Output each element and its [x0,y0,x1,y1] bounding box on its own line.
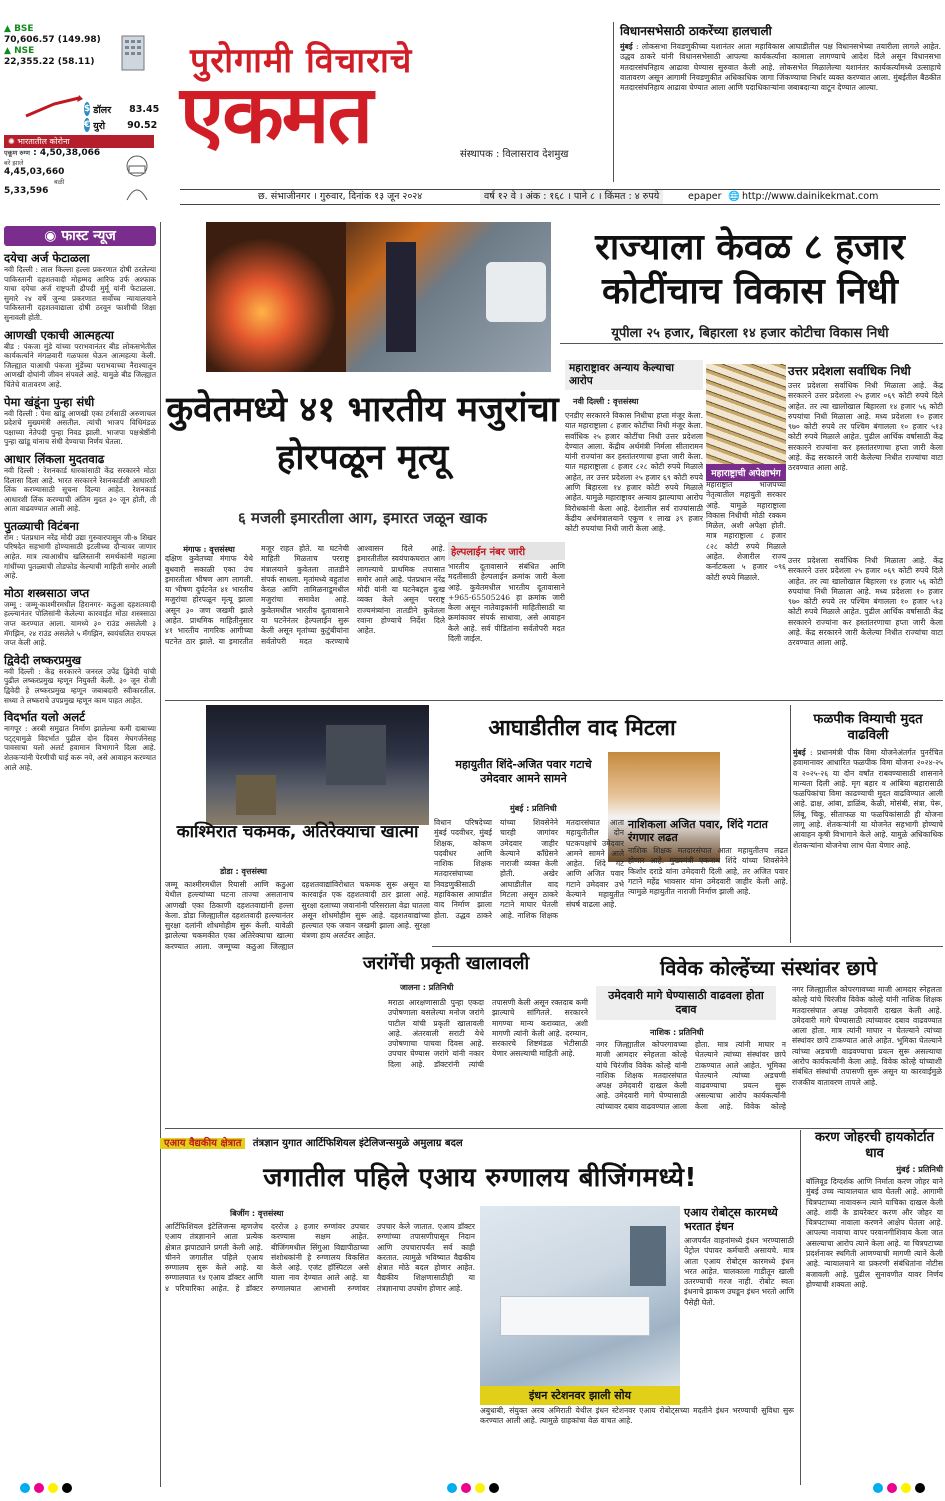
fast-news-title: दयेचा अर्ज फेटाळला [4,251,90,265]
fast-news-title: पुतळ्याची विटंबना [4,518,79,533]
up-text: उत्तर प्रदेशला सर्वाधिक निधी मिळाला आहे. केंद्र सरकारने उत्तर प्रदेशला २५ हजार ०६९ कोटी रुपये दिले आहेत. तर त्या खालोखाल बिहारला १४ हजार ५६ कोटी रुपयांचा निधी मिळाला आहे. मध्य प्रदेशला १० हजार ९७० कोटी रुपये तर पश्चिम बंगालला १० हजार ५१३ कोटी रुपये मिळाले आहेत. पुढील आर्थिक वर्षासाठी केंद्र सरकारने राज्यांना कर हस्तांतरणाचा हप्ता जारी केला आहे. केंद्र सरकारने जारी केलेल्या निधीत राज्यांचा वाटा ठरवण्यात आला आहे. [788,381,943,473]
covid-deaths-label: बळी [54,178,65,186]
kashmir-byline: डोडा : वृत्तसंस्था [220,867,267,876]
fast-news-title: द्विवेदी लष्करप्रमुख [4,652,82,667]
fast-news-item [4,586,156,648]
fast-news-title: आणखी एकाची आत्महत्या [4,327,114,342]
fast-news-text: नवी दिल्ली : पेमा खांडू आणखी एका टर्मसाठी अरुणाचल प्रदेशचे मुख्यमंत्री असतील. त्यांची भाजप विधिमंडळ पक्षाच्या नेतेपदी पुन्हा निवड झाली. भाजपा पक्षश्रेष्ठींनी पुन्हा खांडू यांनाच संधी देण्याचा निर्णय घेतला. [4,408,156,447]
kuwait-article [165,544,445,694]
falpik-article: फळपीक विम्याची मुदत वाढविली मुंबई : प्रधानमंत्री पीक विमा योजनेअंतर्गत पुनर्रचित हवामानावर आधारित फळपीक विमा योजना २०२४-२५ व २०२५-२६ या दोन वर्षांत राबवण्यासाठी शासनाने मान्यता दिली आहे. मृग बहार व आंबिया बहारासाठी फळपिकांचा विमा काढण्याची मुदत वाढविण्यात आली आहे. द्राक्ष, आंबा, डाळिंब, केळी, मोसंबी, संत्रा, पेरू, लिंबू, चिकू, सीताफळ या फळपिकांसाठी ही योजना लागू आहे. शेतकऱ्यांनी या योजनेत सहभागी होण्याचे आवाहन कृषी विभागाने केले आहे. यामुळे अधिकाधिक शेतकऱ्यांना योजनेचा लाभ घेता येणार आहे. [793,712,943,850]
jarange-text: मराठा आरक्षणासाठी पुन्हा एकदा उपोषणाला बसलेल्या मनोज जरांगे पाटील यांची प्रकृती खालावली आहे. अंतरवाली सराटी येथे उपोषणाचा पाचवा दिवस आहे. उपचार घेण्यास जरांगे यांनी नकार दिला आहे. डॉक्टरांनी त्यांची तपासणी केली असून रक्तदाब कमी झाल्याचे सांगितले. सरकारने मागण्या मान्य कराव्यात, अशी मागणी त्यांनी केली आहे. दरम्यान, सरकारचे शिष्टमंडळ भेटीसाठी येणार असल्याची माहिती आहे. [388,998,588,1069]
euro-icon: € [84,120,91,130]
fast-news-title: मोठा शस्त्रसाठा जप्त [4,585,90,600]
euro-value: 90.52 [127,119,158,131]
bse-value: 70,606.57 (149.98) [4,35,101,45]
editorial-dateline: मुंबई [620,42,633,51]
rupee-arrow-icon [24,94,84,124]
fast-news-title: आधार लिंकला मुदतवाढ [4,451,105,466]
fast-news-item [4,710,156,772]
fast-news-text: नवी दिल्ली : लाल किल्ला हल्ला प्रकरणात दोषी ठरलेल्या पाकिस्तानी दहशतवादी मोहम्मद आरिफ उर्फ अश्फाक याचा दयेचा अर्ज राष्ट्रपती द्रौपदी मुर्मू यांनी फेटाळला. सुमारे २४ वर्षे जुन्या प्रकरणात सर्वोच्च न्यायालयाने पाकिस्तानी दहशतवाद्याला दोषी ठरवून फाशीची शिक्षा सुनावली होती. [4,265,156,322]
fast-news-item [4,653,156,705]
bse-label: BSE [14,24,34,34]
issue-info: वर्ष १२ वे । अंक : १६८ । पाने ८ । किंमत : ४ रुपये [480,190,663,204]
kolhe-text-cont: नगर जिल्ह्यातील कोपरगावच्या माजी आमदार स्नेहलता कोल्हे यांचे चिरंजीव विवेक कोल्हे यांनी नाशिक शिक्षक मतदारसंघात अपक्ष उमेदवारी दाखल केली आहे. उमेदवारी मागे घेण्यासाठी त्यांच्यावर दबाव वाढवण्यात आला होता. मात्र त्यांनी माघार न घेतल्याने त्यांच्या संस्थांवर छापे टाकण्यात आले आहेत. भूमिका घेतल्याने त्यांच्या अडचणी वाढवण्याचा प्रयत्न सुरू असल्याचा आरोप कार्यकर्त्यांनी केला आहे. विवेक कोल्हे यांच्याशी संबंधित संस्थांची तपासणी सुरू असून या कारवाईमुळे राजकीय वातावरण तापले आहे. [792,985,942,1087]
color-dots-right [873,1483,925,1497]
virus-icon: ✺ [8,137,15,146]
nse-value: 22,355.22 (58.11) [4,57,95,67]
fast-news-text: नागपूर : अरबी समुद्रात निर्माण झालेल्या कमी दाबाच्या पट्ट्यामुळे विदर्भात पुढील दोन दिवस मेघगर्जनेसह पावसाचा यलो अलर्ट हवामान विभागाने दिला आहे. शेतकऱ्यांनी पेरणीची घाई करू नये, असे आवाहन करण्यात आले आहे. [4,724,156,772]
up-text-cont: उत्तर प्रदेशला सर्वाधिक निधी मिळाला आहे. केंद्र सरकारने उत्तर प्रदेशला २५ हजार ०६९ कोटी रुपये दिले आहेत. तर त्या खालोखाल बिहारला १४ हजार ५६ कोटी रुपयांचा निधी मिळाला आहे. मध्य प्रदेशला १० हजार ९७० कोटी रुपये तर पश्चिम बंगालला १० हजार ५१३ कोटी रुपये मिळाले आहेत. पुढील आर्थिक वर्षासाठी केंद्र सरकारने राज्यांना कर हस्तांतरणाचा हप्ता जारी केला आहे. केंद्र सरकारने जारी केलेल्या निधीत राज्यांचा वाटा ठरवण्यात आला आहे. [788,556,943,648]
kolhe-text: नगर जिल्ह्यातील कोपरगावच्या माजी आमदार स्नेहलता कोल्हे यांचे चिरंजीव विवेक कोल्हे यांनी नाशिक शिक्षक मतदारसंघात अपक्ष उमेदवारी दाखल केली आहे. उमेदवारी मागे घेण्यासाठी त्यांच्यावर दबाव वाढवण्यात आला होता. मात्र त्यांनी माघार न घेतल्याने त्यांच्या संस्थांवर छापे टाकण्यात आले आहेत. भूमिका घेतल्याने त्यांच्या अडचणी वाढवण्याचा प्रयत्न सुरू असल्याचा आरोप कार्यकर्त्यांनी केला आहे. विवेक कोल्हे [596,1040,786,1111]
falpik-dateline: मुंबई [793,748,806,757]
jarange-byline: जालना : प्रतिनिधी [400,983,454,992]
kuwait-byline: मंगाफ : वृत्तसंस्था [183,544,235,554]
newspaper-logo: एकमत [180,68,372,161]
kashmir-headline: काश्मिरात चकमक, अतिरेक्याचा खात्मा [176,822,419,842]
fast-news-text: रोम : पंतप्रधान नरेंद्र मोदी उद्या गुरुवारपासून जी-७ शिखर परिषदेत सहभागी होण्यासाठी इटलीच्या दौऱ्यावर जाणार आहेत. मात्र त्याआधीच खलिस्तानी समर्थकांनी महात्मा गांधींच्या पुतळ्याची तोडफोड केल्याची माहिती समोर आली आहे. [4,532,156,581]
epaper-label: epaper [688,191,722,202]
robot-text: आजपर्यंत वाहनांमध्ये इंधन भरण्यासाठी पेट्रोल पंपावर कर्मचारी असायचे. मात्र आता एआय रोबोट्स कारमध्ये इंधन भरत आहेत. चालकाला गाडीतून खाली उतरण्याची गरज नाही. रोबोट स्वतः इंधनाचे झाकण उघडून इंधन भरतो आणि पैसेही घेतो. [684,1236,794,1307]
dateline-bar [180,189,940,205]
fast-news-text: नवी दिल्ली : केंद्र सरकारने जनरल उपेंद्र द्विवेदी यांची पुढील लष्करप्रमुख म्हणून नियुक्ती केली. ३० जून रोजी द्विवेदी हे लष्करप्रमुख म्हणून जबाबदारी स्वीकारतील. सध्या ते लष्कराचे उपप्रमुख म्हणून काम पाहत आहेत. [4,666,156,705]
lead-subhead: यूपीला २५ हजार, बिहारला १४ हजार कोटीचा विकास निधी [611,326,889,341]
karan-text: बॉलिवूड दिग्दर्शक आणि निर्माता करण जोहर याने मुंबई उच्च न्यायालयात धाव घेतली आहे. आगामी चित्रपटाच्या नावावरून त्याने याचिका दाखल केली आहे. शादी के डायरेक्टर करण और जोहर या चित्रपटाच्या नावाला करणने आक्षेप घेतला आहे. आपल्या नावाचा वापर परवानगीशिवाय केला जात असल्याचा आरोप त्याने केला आहे. या चित्रपटाच्या प्रदर्शनावर स्थगिती आणण्याची मागणी त्याने केली आहे. न्यायालयाने या प्रकरणी संबंधितांना नोटीस बजावली आहे. पुढील सुनावणीत यावर निर्णय होण्याची शक्यता आहे. [806,1177,943,1289]
covid-total: एकूण रुग्ण : 4,50,38,066 [4,148,101,158]
maha-tag: महाराष्ट्राची अपेक्षाभंग [706,464,786,481]
ai-byline: बिजींग : वृत्तसंस्था [230,1209,284,1218]
kuwait-text: दक्षिण कुवेतच्या मंगाफ येथे बुधवारी सकाळी एका उंच इमारतीला भीषण आग लागली. या भीषण दुर्घटनेत ४१ भारतीय मजुरांचा होरपळून मृत्यू झाला असून ३० जण जखमी झाले आहेत. प्राथमिक माहितीनुसार ४१ भारतीय नागरिक आगीच्या घटनेत ठार झाले. या इमारतीत मजूर राहत होते. या घटनेची माहिती मिळताच परराष्ट्र मंत्रालयाने कुवेतला तातडीने संपर्क साधला. मृतांमध्ये बहुतांश केरळ आणि तामिळनाडूमधील मजुरांचा समावेश आहे. कुवेतमधील भारतीय दूतावासाने या घटनेनंतर हेल्पलाईन सुरू केली असून मृतांच्या कुटुंबीयांना सर्वतोपरी मदत करण्याचे आश्वासन दिले आहे. इमारतीतील स्वयंपाकघरात आग लागल्याचे प्राथमिक तपासात समोर आले आहे. पंतप्रधान नरेंद्र मोदी यांनी या घटनेबद्दल दुःख व्यक्त केले असून परराष्ट्र राज्यमंत्र्यांना तातडीने कुवेतला रवाना होण्याचे निर्देश दिले आहेत. [165,544,445,646]
nse-label: NSE [14,46,35,56]
dollar-value: 83.45 [129,103,160,115]
lead-headline: राज्याला केवळ ८ हजार कोटींचाच विकास निधी [595,227,905,312]
ai-hospital-photo [480,1206,680,1402]
mahayuti-subhead: महायुतीत शिंदे-अजित पवार गटाचे उमेदवार आमने सामने [455,758,592,785]
fast-news-text: बीड : पंकजा मुंडे यांच्या पराभवानंतर बीड लोकसभेतील कार्यकर्त्याने मंगळवारी गळफास घेऊन आत्महत्या केली. जिल्ह्यात याआधी पंकजा मुंडेंच्या पराभवाच्या नैराश्यातून आणखी दोघांनी जीवन संपवले आहे. यामुळे बीड जिल्ह्यात चिंतेचे वातावरण आहे. [4,341,156,389]
fast-news-header: ◉ फास्ट न्यूज [4,226,156,246]
fast-news-title: विदर्भात यलो अलर्ट [4,710,85,725]
fast-news-item [4,328,156,390]
maha-text: महाराष्ट्रात भाजपच्या नेतृत्वातील महायुती सरकार आहे. यामुळे महाराष्ट्राला विकास निधीची मोठी रक्कम मिळेल, अशी अपेक्षा होती. मात्र महाराष्ट्राला ८ हजार ८२८ कोटी रुपये मिळाले आहेत. शेजारील राज्य कर्नाटकला ५ हजार ०९६ कोटी रुपये मिळाले. [706,480,786,582]
editorial-box: विधानसभेसाठी ठाकरेंच्या हालचाली मुंबई : लोकसभा निवडणुकीच्या यशानंतर आता महाविकास आघाडीतील पक्ष विधानसभेच्या तयारीला लागले आहेत. उद्धव ठाकरे यांनी विधानसभेसाठी आपल्या कार्यकर्त्यांना कामाला लागण्याचे आदेश दिले असून विधानसभा मतदारसंघनिहाय आढावा घेण्यास सुरुवात केली आहे. लोकसभेत मिळालेल्या यशानंतर कार्यकर्त्यांमध्ये उत्साहाचे वातावरण असून आगामी निवडणुकीत अधिकाधिक जागा जिंकण्याचा निर्धार व्यक्त करण्यात आला. मुंबईतील बैठकीत मतदारसंघनिहाय आढावा घेण्यात आला आणि पदाधिकाऱ्यांना जबाबदाऱ्या वाटून देण्यात आल्या. [613,22,941,182]
kuwait-subhead: ६ मजली इमारतीला आग, इमारत जळून खाक [237,509,488,527]
injustice-title: महाराष्ट्रावर अन्याय केल्याचा आरोप [565,360,703,390]
ai-bottom-text: अबुधाबी, संयुक्त अरब अमिराती येथील इंधन स्टेशनवर एआय रोबोट्सच्या मदतीने इंधन भरण्याची सुविधा सुरू करण्यात आली आहे. त्यामुळे ग्राहकांचा वेळ वाचत आहे. [480,1406,794,1426]
helpline-tag: हेल्पलाईन नंबर जारी [448,542,565,560]
covid-deaths: 5,33,596 [4,186,49,196]
print-registration-marks [20,1483,925,1497]
dollar-icon: $ [84,104,91,114]
editorial-title: विधानसभेसाठी ठाकरेंच्या हालचाली [620,24,772,38]
kashmir-encounter-photo [206,705,429,825]
fast-news-item [4,452,156,514]
fast-news-text: जम्मू : जम्मू-काश्मीरमधील हिरानगर- कठुआ दहशतवादी हल्ल्यानंतर पोलिसांनी केलेल्या कारवाईत मोठा शस्त्रसाठा जप्त करण्यात आला. यामध्ये ३० राउंड असलेली ३ मॅगझिन, २४ राउंड असलेले ५ मॅगझिन, स्वयंचलित रायफल जप्त केली आहे. [4,599,156,648]
fast-news-text: नवी दिल्ली : रेशनकार्ड धारकांसाठी केंद्र सरकारने मोठा दिलासा दिला आहे. भारत सरकारने रेशनकार्डशी आधारशी लिंक करण्यासाठी सूचना दिल्या आहेत. रेशनकार्ड आधारशी लिंक करण्याची अंतिम मुदत ३० जून होती, ती आता वाढवण्यात आली आहे. [4,465,156,514]
currency-photo [706,364,786,464]
ai-band [160,1136,796,1152]
bse-row: ▲ BSE [4,24,34,34]
color-dots-center [447,1483,499,1497]
nse-row: ▲ NSE [4,46,35,56]
ai-text: आर्टिफिशियल इंटेलिजन्स म्हणजेच एआय तंत्रज्ञानाने आता प्रत्येक क्षेत्रात झपाट्याने प्रगती केली आहे. चीनने जगातील पहिले एआय रुग्णालय सुरू केले आहे. या रुग्णालयात १४ एआय डॉक्टर आणि ४ परिचारिका आहेत. हे डॉक्टर दररोज ३ हजार रुग्णांवर उपचार करण्यास सक्षम आहेत. बीजिंगमधील सिंगुआ विद्यापीठाच्या संशोधकांनी हे रुग्णालय विकसित केले आहे. एजंट हॉस्पिटल असे याला नाव देण्यात आले आहे. या रुग्णालयात आभासी रुग्णांवर उपचार केले जातात. एआय डॉक्टर रुग्णांच्या तपासणीपासून निदान आणि उपचारापर्यंत सर्व काही करतात. त्यामुळे भविष्यात वैद्यकीय क्षेत्रात मोठे बदल होणार आहेत. वैद्यकीय शिक्षणासाठीही या तंत्रज्ञानाचा उपयोग होणार आहे. [165,1222,475,1293]
up-title: उत्तर प्रदेशला सर्वाधिक निधी [788,364,911,378]
nashik-text: नाशिक शिक्षक मतदारसंघात आता महायुतीतच लढत होणार आहे. मुख्यमंत्री एकनाथ शिंदे यांच्या शिवसेनेने किशोर दराडे यांना उमेदवारी दिली आहे, तर अजित पवार गटाने महेंद्र भावसार यांना उमेदवारी जाहीर केली आहे. त्यामुळे महायुतीत नाराजी निर्माण झाली आहे. [628,846,788,897]
kolhe-subhead: उमेदवारी मागे घेण्यासाठी वाढवला होता दबाव [596,986,776,1020]
up-article [788,364,943,554]
jarange-headline: जरांगेंची प्रकृती खालावली [362,953,530,974]
ai-headline: जगातील पहिले एआय रुग्णालय बीजिंगमध्ये! [263,1163,697,1193]
masthead-tagline: पुरोगामी विचाराचे [190,41,413,81]
globe-icon: 🌐 [728,191,740,202]
kashmir-text: जम्मू काश्मीरमधील रियासी आणि कठुआ येथील हल्ल्यांच्या घटना ताज्या असतानाच आणखी एका ठिकाणी दहशतवाद्यांनी हल्ला केला. डोडा जिल्ह्यातील दहशतवादी हल्ल्यानंतर सुरक्षा दलांनी शोधमोहीम सुरू केली. यावेळी झालेल्या चकमकीत एका अतिरेक्याचा खात्मा करण्यात आला. जम्मूच्या कठुआ जिल्ह्यात दहशतवाद्यांविरोधात चकमक सुरू असून या कारवाईत एक दहशतवादी ठार झाला आहे. सुरक्षा दलाच्या जवानांनी परिसराला वेढा घातला असून शोधमोहीम सुरू आहे. दहशतवाद्यांच्या हल्ल्यात एक जवान जखमी झाला आहे. सुरक्षा यंत्रणा हाय अलर्टवर आहेत. [165,880,430,951]
ai-photo-caption: इंधन स्टेशनवर झाली सोय [480,1386,680,1405]
fast-news-item [4,395,156,447]
injustice-article [565,360,703,701]
kuwait-fire-photo [206,222,551,372]
kolhe-headline: विवेक कोल्हेंच्या संस्थांवर छापे [660,956,877,980]
founder-line: संस्थापक : विलासराव देशमुख [460,149,569,160]
ai-band-tag: एआय वैद्यकीय क्षेत्रात [160,1138,245,1149]
fast-news-title: पेमा खंडूंना पुन्हा संधी [4,394,95,409]
injustice-byline: नवी दिल्ली : वृत्तसंस्था [573,397,639,406]
covid-header: ✺ भारतातील कोरोना [4,135,154,148]
robot-article [684,1206,794,1396]
kuwait-headline: कुवेतमध्ये ४१ भारतीय मजुरांचा होरपळून मृत्यू [166,390,559,478]
karan-byline: मुंबई : प्रतिनिधी [896,1165,943,1174]
dollar-label: डॉलर [93,104,112,116]
fast-news-sidebar [4,226,156,1492]
helpline-box [448,542,565,690]
fast-news-item [4,251,156,323]
covid-recovered: 4,45,03,660 [4,167,65,177]
covid-recovered-label: बरे झाले [4,159,24,167]
robot-title: एआय रोबोट्स कारमध्ये भरतात इंधन [684,1206,778,1233]
helpline-text: भारतीय दूतावासाने संबंधित आणि मदतीसाठी हेल्पलाईन क्रमांक जारी केला आहे. कुवेतमधील भारतीय दूतावासाने +965-65505246 हा क्रमांक जारी केला असून नातेवाइकांनी माहितीसाठी या क्रमांकावर संपर्क साधावा, असे आवाहन केले आहे. सर्व पीडितांना सर्वतोपरी मदत दिली जाईल. [448,562,565,644]
fast-news-item [4,519,156,581]
nashik-title: नाशिकला अजित पवार, शिंदे गटात रंगणार लढत [628,818,768,844]
kolhe-byline: नाशिक : प्रतिनिधी [650,1028,704,1037]
aghadi-text: विधान परिषदेच्या मुंबई पदवीधर, मुंबई शिक्षक, कोकण पदवीधर आणि नाशिक शिक्षक मतदारसंघाच्या निवडणुकीसाठी महाविकास आघाडीत वाद निर्माण झाला होता. उद्धव ठाकरे यांच्या शिवसेनेने चारही जागांवर उमेदवार जाहीर केल्याने काँग्रेसने नाराजी व्यक्त केली होती. अखेर आघाडीतील वाद मिटला असून ठाकरे गटाने माघार घेतली आहे. नाशिक शिक्षक मतदारसंघात आता महायुतीतील दोन घटकपक्षांचे उमेदवार आमने सामने आले आहेत. शिंदे गट आणि अजित पवार गटाने उमेदवार उभे केल्याने महायुतीत संघर्ष वाढला आहे. [434,818,624,920]
nashik-article [628,818,788,944]
aghadi-headline: आघाडीतील वाद मिटला [488,716,676,741]
euro-label: युरो [93,120,106,132]
editorial-text: लोकसभा निवडणुकीच्या यशानंतर आता महाविकास आघाडीतील पक्ष विधानसभेच्या तयारीला लागले आहेत. उद्धव ठाकरे यांनी विधानसभेसाठी आपल्या कार्यकर्त्यांना कामाला लागण्याचे आदेश दिले असून विधानसभा मतदारसंघनिहाय आढावा घेण्यास सुरुवात केली आहे. लोकसभेत मिळालेल्या यशानंतर कार्यकर्त्यांमध्ये उत्साहाचे वातावरण असून आगामी निवडणुकीत अधिकाधिक जागा जिंकण्याचा निर्धार व्यक्त करण्यात आला. मुंबईतील बैठकीत मतदारसंघनिहाय आढावा घेण्यात आला आणि पदाधिकाऱ्यांना जबाबदाऱ्या वाटून देण्यात आल्या. [620,42,941,93]
falpik-title: फळपीक विम्याची मुदत वाढविली [813,712,923,743]
place-date: छ. संभाजीनगर । गुरुवार, दिनांक १३ जून २०२४ [258,191,423,202]
bell-icon: ◉ [44,228,57,244]
ai-band-text: तंत्रज्ञान युगात आर्टिफिशियल इंटेलिजन्समुळे अमुलाग्र बदल [252,1138,463,1149]
color-dots-left [20,1483,72,1497]
bse-building-icon [114,32,152,72]
injustice-text: एनडीए सरकारने विकास निधीचा हप्ता मंजूर केला. यात महाराष्ट्राला ८ हजार कोटींचा निधी मंजूर केला. सर्वाधिक २५ हजार कोटींचा निधी उत्तर प्रदेशला देण्यात आला. केंद्रीय अर्थमंत्री निर्मला सीतारामन यांनी राज्यांना कर हस्तांतरणाचा हप्ता जारी केला. यात महाराष्ट्राला ८ हजार ८२८ कोटी रुपये मिळाले आहेत, तर उत्तर प्रदेशला २५ हजार ६९ कोटी रुपये आणि बिहारला १४ हजार कोटी रुपये मिळाले आहेत. यामुळे महाराष्ट्रावर अन्याय झाल्याचा आरोप विरोधकांनी केला आहे. देशातील सर्व राज्यांसाठी केंद्रीय अर्थमंत्रालयाने एकूण १ लाख ३९ हजार कोटी रुपयांचा निधी जारी केला आहे. [565,411,703,534]
masked-face-icon [122,152,152,202]
website-link[interactable]: http://www.dainikekmat.com [742,191,879,202]
falpik-text: प्रधानमंत्री पीक विमा योजनेअंतर्गत पुनर्रचित हवामानावर आधारित फळपीक विमा योजना २०२४-२५ व २०२५-२६ या दोन वर्षांत राबवण्यासाठी शासनाने मान्यता दिली आहे. मृग बहार व आंबिया बहारासाठी फळपिकांचा विमा काढण्याची मुदत वाढविण्यात आली आहे. द्राक्ष, आंबा, डाळिंब, केळी, मोसंबी, संत्रा, पेरू, लिंबू, चिकू, सीताफळ या फळपिकांसाठी ही योजना लागू आहे. शेतकऱ्यांनी या योजनेत सहभागी होण्याचे आवाहन कृषी विभागाने केले आहे. यामुळे अधिकाधिक शेतकऱ्यांना योजनेचा लाभ घेता येणार आहे. [793,748,943,850]
karan-article [806,1130,943,1467]
aghadi-byline: मुंबई : प्रतिनिधी [510,804,557,813]
market-panel [4,24,160,210]
karan-title: करण जोहरची हायकोर्टात धाव [814,1130,935,1161]
